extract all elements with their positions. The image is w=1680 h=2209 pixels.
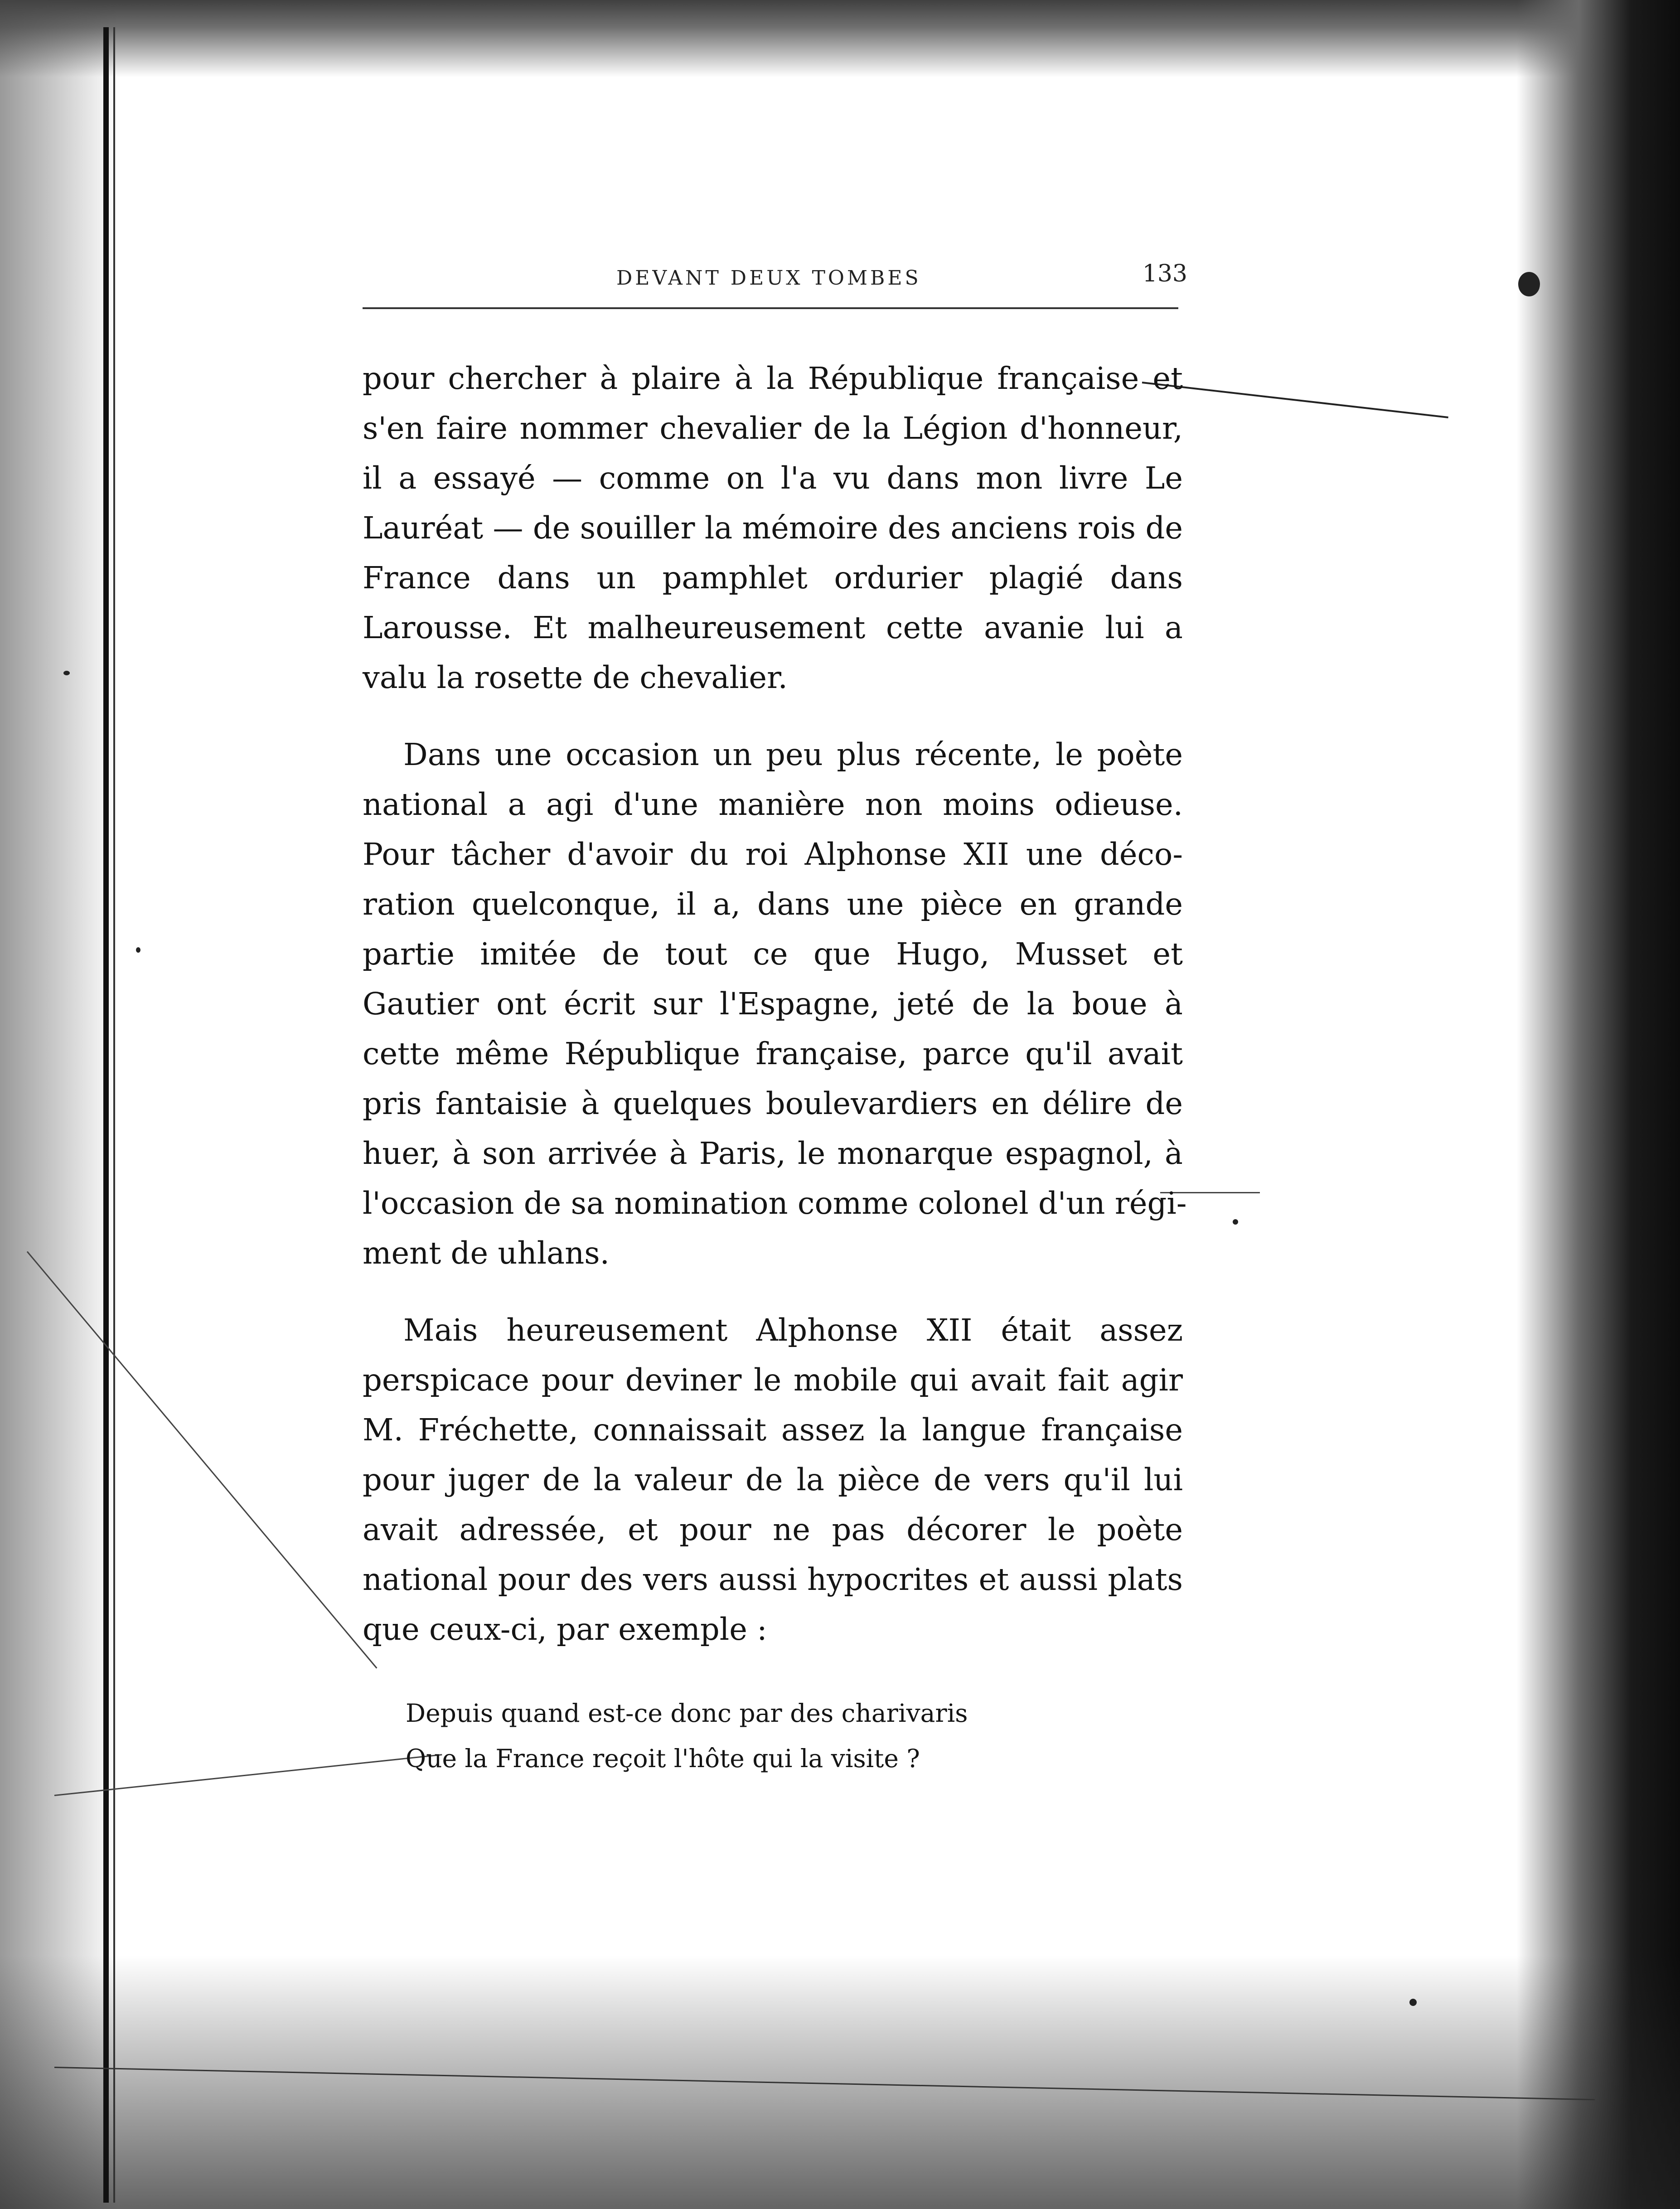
running-title: DEVANT DEUX TOMBES: [616, 266, 921, 290]
binding-edge-line: [103, 27, 109, 2203]
header-rule: [363, 307, 1178, 309]
text-line: Lauréat — de souiller la mémoire des anciens rois de: [363, 510, 1183, 546]
text-line: Dans une occasion un peu plus récente, le poète: [403, 737, 1183, 772]
text-line: valu la rosette de chevalier.: [363, 660, 788, 695]
text-line: national pour des vers aussi hypocrites et aussi plats: [363, 1562, 1183, 1597]
text-line: s'en faire nommer chevalier de la Légion d'honneur,: [363, 411, 1183, 446]
text-line: France dans un pamphlet ordurier plagié dans: [363, 560, 1183, 596]
text-line: il a essayé — comme on l'a vu dans mon livre Le: [363, 460, 1183, 496]
text-line: ment de uhlans.: [363, 1235, 610, 1271]
verse-line: Depuis quand est-ce donc par des charivaris: [406, 1699, 968, 1728]
text-line: huer, à son arrivée à Paris, le monarque espagnol, à: [363, 1136, 1183, 1171]
verse-line: Que la France reçoit l'hôte qui la visite ?: [406, 1744, 920, 1773]
text-line: Larousse. Et malheureusement cette avanie lui a: [363, 610, 1183, 645]
page-header: [363, 258, 1201, 299]
quoted-verse: [406, 1691, 1085, 1781]
stray-pen-line: [1142, 382, 1448, 418]
text-line: ration quelconque, il a, dans une pièce en grande: [363, 887, 1183, 922]
scan-shadow-left: [0, 0, 118, 2209]
ink-speck: [1233, 1219, 1238, 1225]
page-number: 133: [1142, 260, 1187, 287]
text-line: partie imitée de tout ce que Hugo, Musset et: [363, 936, 1183, 972]
text-line: M. Fréchette, connaissait assez la langue française: [363, 1412, 1183, 1448]
scan-shadow-right: [1517, 0, 1680, 2209]
text-line: avait adressée, et pour ne pas décorer le poète: [363, 1512, 1183, 1547]
text-line: que ceux-ci, par exemple :: [363, 1612, 767, 1647]
text-line: pour juger de la valeur de la pièce de vers qu'il lui: [363, 1462, 1183, 1497]
text-line: Mais heureusement Alphonse XII était assez: [403, 1313, 1183, 1348]
ink-speck: [1409, 1999, 1417, 2006]
paragraph: [363, 730, 1187, 1278]
text-line: national a agi d'une manière non moins odieuse.: [363, 787, 1183, 822]
text-line: pour chercher à plaire à la République française et: [363, 361, 1183, 396]
ink-speck: [1518, 272, 1540, 296]
text-line: pris fantaisie à quelques boulevardiers en délire de: [363, 1086, 1183, 1121]
paragraph: [363, 354, 1183, 702]
text-line: l'occasion de sa nomination comme colonel d'un régi-: [363, 1186, 1187, 1221]
body-text: [363, 354, 1187, 1681]
text-line: cette même République française, parce qu'il avait: [363, 1036, 1183, 1071]
text-line: Gautier ont écrit sur l'Espagne, jeté de la boue à: [363, 986, 1183, 1022]
scan-shadow-bottom: [0, 1955, 1680, 2209]
text-line: Pour tâcher d'avoir du roi Alphonse XII une déco-: [363, 837, 1183, 872]
scan-shadow-top: [0, 0, 1680, 77]
text-line: perspicace pour deviner le mobile qui avait fait agir: [363, 1362, 1183, 1398]
binding-edge-line-thin: [113, 27, 115, 2203]
ink-speck: [136, 947, 140, 953]
paragraph: [363, 1305, 1183, 1654]
ink-speck: [63, 671, 70, 675]
